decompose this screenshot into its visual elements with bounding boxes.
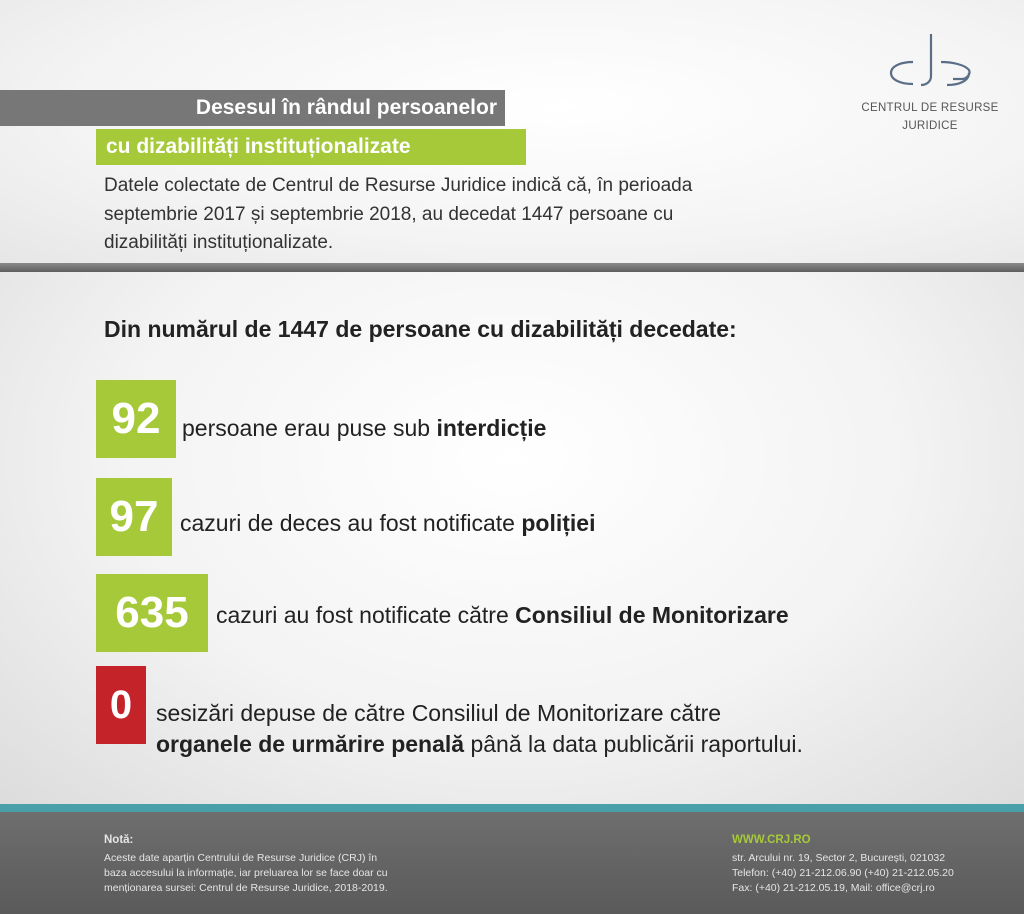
stat-number: 97 (109, 492, 159, 541)
note-line3: menționarea sursei: Centrul de Resurse Juridice, 2018-2019. (104, 882, 388, 894)
stat-text-line1: sesizări depuse de către Consiliul de Monitorizare către (156, 700, 722, 726)
stat-description (180, 508, 596, 539)
stat-number-box (96, 380, 176, 458)
stat-number-box-alert (96, 666, 146, 744)
stat-number: 635 (115, 588, 189, 637)
divider-bar (0, 263, 1024, 272)
intro-line1: Datele colectate de Centrul de Resurse Juridice indică că, în perioada (104, 175, 693, 196)
section-subtitle: Din numărul de 1447 de persoane cu dizabilități decedate: (104, 316, 737, 342)
note-line1: Aceste date aparțin Centrului de Resurse Juridice (CRJ) în (104, 852, 378, 864)
phone: Telefon: (+40) 21-212.06.90 (+40) 21-212.05.20 (732, 867, 954, 879)
title-line2: cu dizabilități instituționalizate (106, 135, 411, 158)
title-line2-box (96, 129, 526, 165)
intro-paragraph (104, 172, 924, 258)
stat-text: cazuri au fost notificate către (216, 602, 516, 628)
stat-number: 0 (109, 682, 133, 727)
stat-number: 92 (111, 394, 161, 443)
contact-info (732, 851, 1012, 896)
title-line1-box (0, 90, 505, 126)
logo-line2: JURIDICE (902, 120, 958, 132)
stat-text: cazuri de deces au fost notificate (180, 510, 522, 536)
stat-description (216, 600, 789, 631)
address: str. Arcului nr. 19, Sector 2, București, 021032 (732, 852, 946, 864)
intro-line2: septembrie 2017 și septembrie 2018, au decedat 1447 persoane cu (104, 203, 674, 225)
footer-accent-strip (0, 804, 1024, 812)
title-line1: Desesul în rândul persoanelor (195, 96, 497, 119)
stat-text-line2: până la data publicării raportului. (464, 731, 803, 757)
stat-bold-text: organele de urmărire penală (156, 731, 465, 757)
stat-number-box (96, 478, 172, 556)
stat-bold-text: Consiliul de Monitorizare (515, 602, 789, 628)
logo-line1: CENTRUL DE RESURSE (861, 102, 999, 114)
note-title: Notă: (104, 834, 134, 846)
intro-line3: dizabilități instituționalizate. (104, 232, 334, 253)
crj-logo-icon (883, 32, 977, 88)
crj-logo (855, 32, 1005, 137)
note-line2: baza accesului la informație, iar preluarea lor se face doar cu (104, 867, 388, 879)
fax-mail: Fax: (+40) 21-212.05.19, Mail: office@crj.ro (732, 882, 935, 894)
stat-number-box (96, 574, 208, 652)
stat-description (156, 698, 803, 760)
stat-description (182, 413, 546, 444)
website-link[interactable]: WWW.CRJ.RO (732, 834, 811, 846)
note-text (104, 851, 444, 896)
stat-bold-text: interdicție (436, 415, 547, 441)
stat-text: persoane erau puse sub (182, 415, 437, 441)
stat-bold-text: poliției (521, 510, 596, 536)
